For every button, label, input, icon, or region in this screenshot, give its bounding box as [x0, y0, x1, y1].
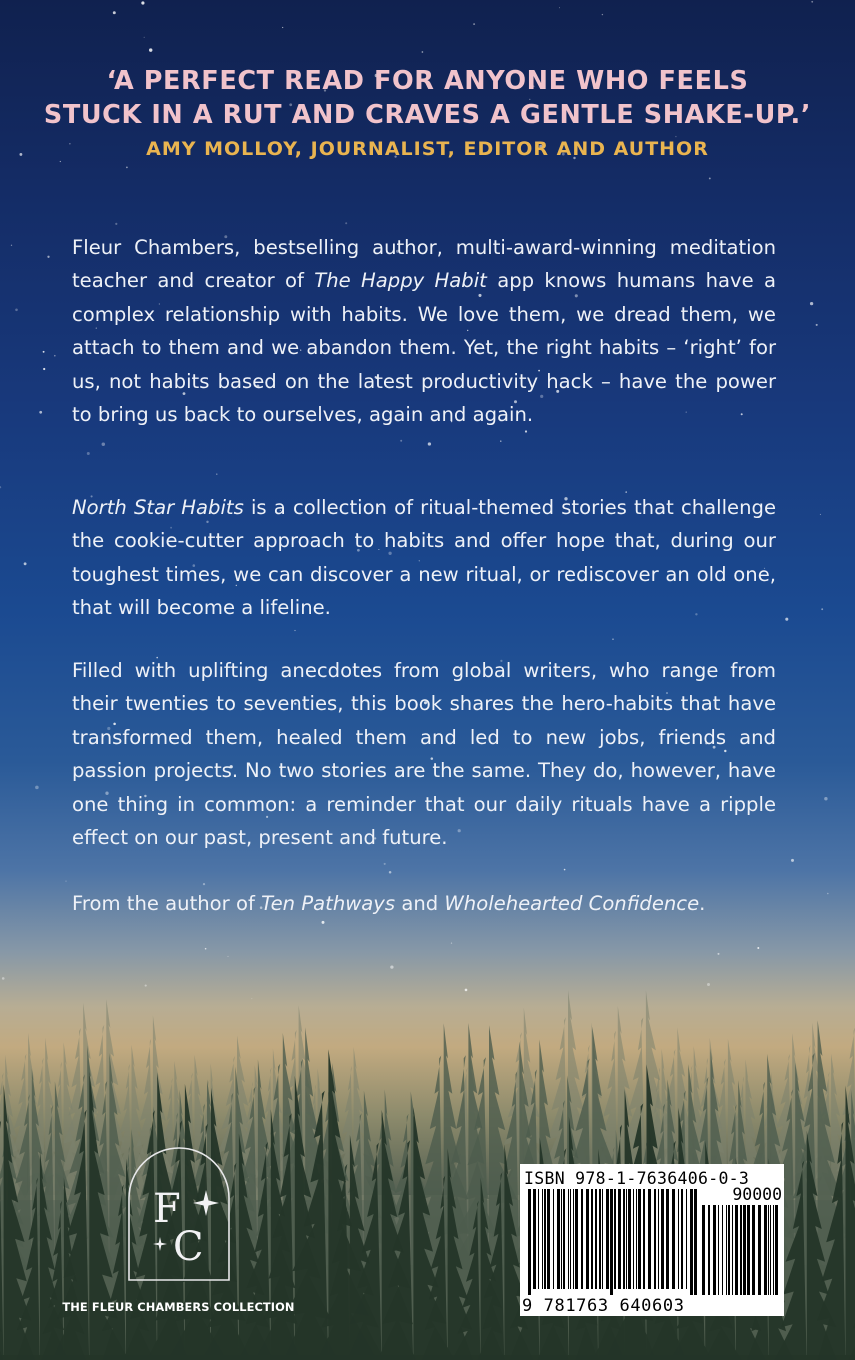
collection-name: THE FLEUR CHAMBERS COLLECTION — [62, 1300, 295, 1314]
fc-logo — [127, 1146, 231, 1281]
quote-line-1: ‘A PERFECT READ FOR ANYONE WHO FEELS — [106, 66, 749, 96]
book-title-happy-habit: The Happy Habit — [314, 269, 487, 293]
price-code: 90000 — [732, 1185, 782, 1204]
blurb-paragraph-1: Fleur Chambers, bestselling author, multi-award-winning meditation teacher and creator of The Happy Habit app knows humans have a complex relationship with habits. We love them, we dread them, we attach to them and we abandon them. Yet, the right habits – ‘right’ for us, not habits based on the latest productivity hack – have the power to bring us back to ourselves, again and again. — [72, 236, 776, 427]
barcode-digits: 9 781763 640603 — [522, 1296, 685, 1316]
small-sparkle-icon — [153, 1237, 167, 1251]
quote-line-2: STUCK IN A RUT AND CRAVES A GENTLE SHAKE-UP.’ — [43, 100, 812, 130]
sparkle-icon — [193, 1190, 219, 1216]
book-title-north-star-habits: North Star Habits — [72, 496, 244, 519]
book-title-wholehearted-confidence: Wholehearted Confidence — [444, 892, 700, 915]
blurb-paragraph-3: Filled with uplifting anecdotes from global writers, who range from their twenties to seventies, this book shares the hero-habits that have transformed them, healed them and led to new jobs, friends and passion projects. No two stories are the same. They do, however, have one thing in common: a reminder that our daily rituals have a ripple effect on our past, present and future. — [72, 659, 776, 850]
book-title-ten-pathways: Ten Pathways — [261, 892, 396, 915]
isbn-text: ISBN 978-1-7636406-0-3 — [524, 1169, 750, 1188]
logo-letter-c: C — [173, 1224, 204, 1270]
logo-letter-f: F — [153, 1186, 181, 1232]
blurb-paragraph-4: From the author of Ten Pathways and Wholehearted Confidence. — [72, 892, 706, 915]
quote-attribution: AMY MOLLOY, JOURNALIST, EDITOR AND AUTHOR — [146, 138, 709, 160]
blurb-paragraph-2: North Star Habits is a collection of ritual-themed stories that challenge the cookie-cutter approach to habits and offer hope that, during our toughest times, we can discover a new ritual, or rediscover an old one, that will become a lifeline. — [72, 496, 777, 620]
barcode — [526, 1189, 780, 1295]
